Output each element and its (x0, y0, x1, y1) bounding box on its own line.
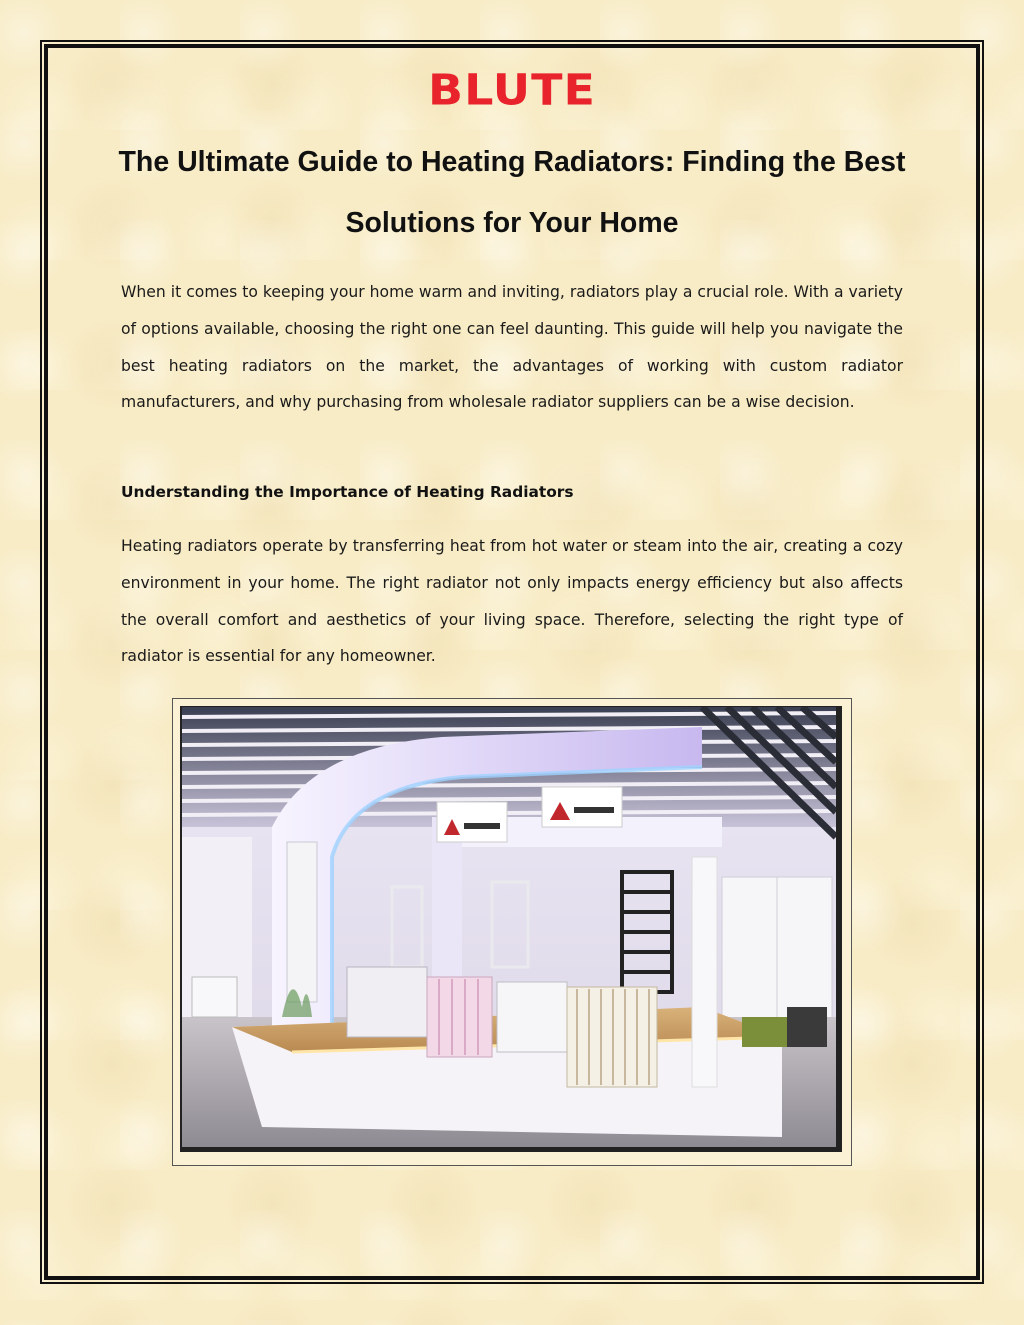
article-title: The Ultimate Guide to Heating Radiators: Finding the Best Solutions for Your Home (118, 146, 906, 239)
section-paragraph: Heating radiators operate by transferring heat from hot water or steam into the air, creating a cozy environment in your home. The right radiator not only impacts energy efficiency but also affects the overall comfort and aesthetics of your living space. Therefore, selecting the right type of radiator is essential for any homeowner. (121, 537, 903, 666)
radiator-showroom-photo (182, 707, 836, 1147)
section-heading: Understanding the Importance of Heating Radiators (121, 483, 574, 501)
intro-paragraph: When it comes to keeping your home warm and inviting, radiators play a crucial role. With a variety of options available, choosing the right one can feel daunting. This guide will help you navigate the best heating radiators on the market, the advantages of working with custom radiator manufacturers, and why purchasing from wholesale radiator suppliers can be a wise decision. (121, 283, 903, 412)
brand-logo: BLUTE (428, 65, 596, 115)
showroom-illustration (182, 707, 836, 1147)
